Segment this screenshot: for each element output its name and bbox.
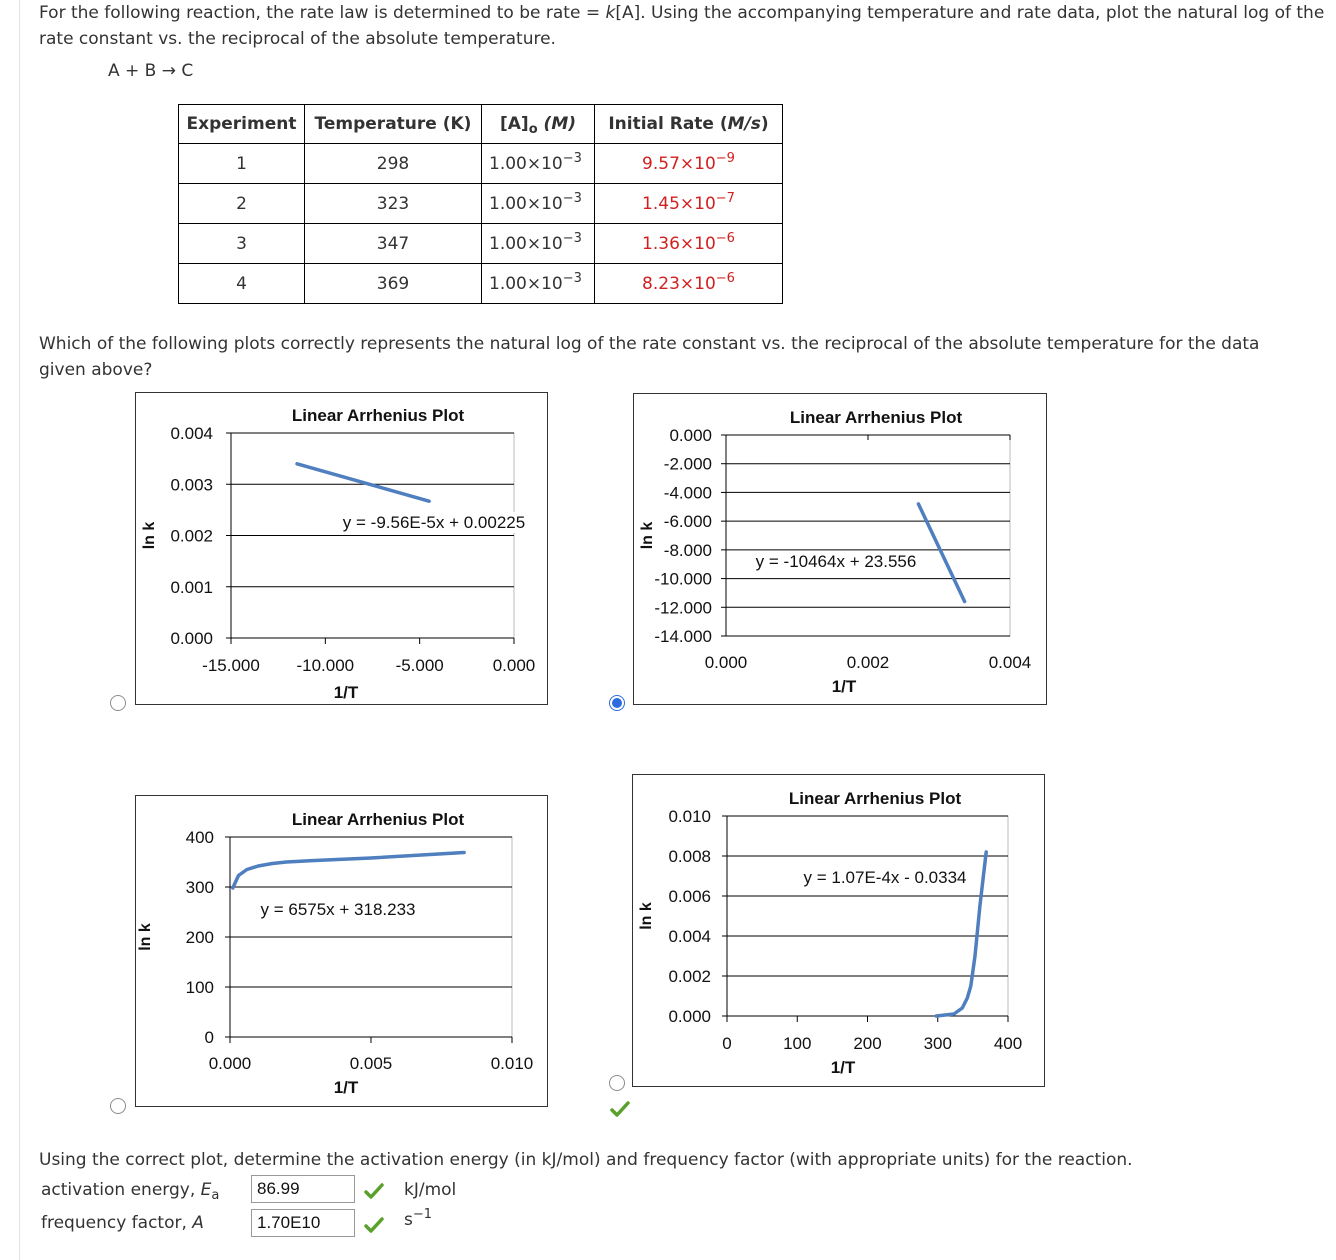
x-tick-label: 200 xyxy=(853,1034,882,1053)
activation-energy-unit: kJ/mol xyxy=(404,1180,457,1200)
x-tick-label: -15.000 xyxy=(202,656,260,675)
x-tick-label: 400 xyxy=(993,1034,1023,1053)
x-tick-label: 0.000 xyxy=(492,656,536,675)
y-tick-label: 0.000 xyxy=(668,1007,711,1026)
option-radio-4[interactable] xyxy=(609,1075,625,1091)
series-line xyxy=(297,464,429,501)
y-tick-label: 0.008 xyxy=(668,847,711,866)
chart-title: Linear Arrhenius Plot xyxy=(291,406,465,425)
x-tick-label: 0 xyxy=(722,1034,732,1053)
y-tick-label: 0.002 xyxy=(170,526,213,546)
cell-experiment: 3 xyxy=(179,224,305,264)
x-tick-label: 300 xyxy=(923,1034,952,1053)
x-tick-label: 0.002 xyxy=(846,653,890,672)
y-tick-label: 0.001 xyxy=(170,577,213,597)
option-plot-4 xyxy=(632,774,1045,1087)
frequency-factor-check-icon xyxy=(364,1216,384,1234)
y-tick-label: 0.006 xyxy=(668,887,711,906)
cell-concentration: $1.00\times 10^{-3}$ xyxy=(482,224,595,264)
frequency-factor-label: frequency factor, A xyxy=(41,1213,204,1233)
plot-area xyxy=(726,435,1010,636)
option-plot-2 xyxy=(633,393,1047,705)
option-radio-2[interactable] xyxy=(609,695,625,711)
y-tick-label: 100 xyxy=(185,978,214,997)
option-radio-3[interactable] xyxy=(110,1098,126,1114)
x-tick-label: 0.010 xyxy=(490,1054,534,1073)
activation-energy-input[interactable]: 86.99 xyxy=(251,1175,355,1203)
frequency-factor-input[interactable]: 1.70E10 xyxy=(251,1209,355,1237)
option-plot-3 xyxy=(135,795,548,1107)
arrhenius-chart-svg xyxy=(633,775,1044,1086)
cell-initial-rate: $1.45\times 10^{-7}$ xyxy=(595,184,783,224)
y-tick-label: -10.000 xyxy=(654,569,712,589)
trendline-equation: y = 1.07E-4x - 0.0334 xyxy=(803,868,967,887)
y-tick-label: -6.000 xyxy=(663,512,712,532)
cell-concentration: $1.00\times 10^{-3}$ xyxy=(482,264,595,304)
table-row xyxy=(179,264,783,304)
y-tick-label: 400 xyxy=(185,828,214,847)
series-line xyxy=(918,504,964,602)
x-axis-label: 1/T xyxy=(831,677,857,696)
x-axis-label: 1/T xyxy=(830,1058,856,1077)
table-row xyxy=(179,224,783,264)
cell-initial-rate: $8.23\times 10^{-6}$ xyxy=(595,264,783,304)
y-tick-label: 0 xyxy=(204,1028,214,1047)
activation-energy-check-icon xyxy=(364,1182,384,1200)
x-tick-label: 0.004 xyxy=(988,653,1032,672)
x-axis-label: 1/T xyxy=(333,683,359,702)
cell-concentration: $1.00\times 10^{-3}$ xyxy=(482,144,595,184)
y-tick-label: 0.000 xyxy=(170,629,213,648)
arrhenius-chart-svg xyxy=(136,796,547,1106)
option-radio-1[interactable] xyxy=(110,695,126,711)
y-tick-label: -2.000 xyxy=(663,454,712,474)
rate-data-table xyxy=(178,104,783,304)
y-tick-label: 0.010 xyxy=(668,807,711,826)
correct-check-icon xyxy=(610,1100,630,1118)
x-tick-label: -10.000 xyxy=(296,656,355,675)
chart-title: Linear Arrhenius Plot xyxy=(291,810,465,829)
trendline-equation: y = -10464x + 23.556 xyxy=(755,552,917,571)
trendline-equation: y = 6575x + 318.233 xyxy=(260,900,416,919)
arrhenius-chart-svg xyxy=(634,394,1046,704)
cell-experiment: 1 xyxy=(179,144,305,184)
y-tick-label: 0.004 xyxy=(668,927,711,946)
header-initial-rate: Initial Rate (M/s) xyxy=(595,105,783,144)
left-border xyxy=(19,0,20,1260)
table-header-row xyxy=(179,105,783,144)
y-tick-label: 0.003 xyxy=(170,475,213,495)
reaction-equation: A + B → C xyxy=(108,61,194,81)
y-axis-label: ln k xyxy=(638,902,655,930)
intro-text: For the following reaction, the rate law is determined to be rate = k[A]. Using the accompanying temperature and rate data, plot the natural log of the rate constant vs. the reciprocal of the absolute temperature. xyxy=(39,3,1325,49)
table-row xyxy=(179,184,783,224)
x-tick-label: 100 xyxy=(783,1034,812,1053)
series-line xyxy=(233,853,464,889)
x-tick-label: 0.000 xyxy=(704,653,748,672)
x-axis-label: 1/T xyxy=(333,1078,359,1097)
frequency-factor-unit: $s^{-1}$ xyxy=(404,1207,433,1230)
cell-temperature: 298 xyxy=(305,144,482,184)
cell-experiment: 2 xyxy=(179,184,305,224)
trendline-equation: y = -9.56E-5x + 0.00225 xyxy=(342,513,526,532)
header-temperature: Temperature (K) xyxy=(305,105,482,144)
y-tick-label: 300 xyxy=(185,878,214,897)
y-axis-label: ln k xyxy=(137,923,154,951)
y-tick-label: 200 xyxy=(185,928,214,947)
y-tick-label: 0.000 xyxy=(669,426,712,445)
cell-experiment: 4 xyxy=(179,264,305,304)
chart-title: Linear Arrhenius Plot xyxy=(788,789,962,808)
header-experiment: Experiment xyxy=(179,105,305,144)
cell-initial-rate: $1.36\times 10^{-6}$ xyxy=(595,224,783,264)
plot-area xyxy=(727,816,1008,1016)
question-text: Which of the following plots correctly represents the natural log of the rate constant vs. the reciprocal of the absolute temperature for the data given above? xyxy=(39,334,1260,380)
x-tick-label: 0.005 xyxy=(349,1054,393,1073)
x-tick-label: 0.000 xyxy=(208,1054,252,1073)
y-tick-label: -8.000 xyxy=(663,540,712,560)
table-row xyxy=(179,144,783,184)
arrhenius-chart-svg xyxy=(136,393,547,704)
x-tick-label: -5.000 xyxy=(395,656,444,675)
y-tick-label: -4.000 xyxy=(663,483,712,503)
cell-temperature: 323 xyxy=(305,184,482,224)
y-axis-label: ln k xyxy=(639,521,656,550)
y-tick-label: -14.000 xyxy=(654,627,712,646)
cell-initial-rate: $9.57\times 10^{-9}$ xyxy=(595,144,783,184)
final-question-text: Using the correct plot, determine the activation energy (in kJ/mol) and frequency factor (with appropriate units) for the reaction. xyxy=(39,1150,1133,1170)
cell-concentration: $1.00\times 10^{-3}$ xyxy=(482,184,595,224)
y-tick-label: 0.002 xyxy=(668,967,711,986)
activation-energy-label: activation energy, $E_a$ xyxy=(41,1180,220,1203)
cell-temperature: 369 xyxy=(305,264,482,304)
header-concentration: $[A]_o$ (M) xyxy=(482,105,595,144)
y-axis-label: ln k xyxy=(141,521,158,550)
y-tick-label: -12.000 xyxy=(654,598,712,618)
cell-temperature: 347 xyxy=(305,224,482,264)
chart-title: Linear Arrhenius Plot xyxy=(789,408,963,427)
option-plot-1 xyxy=(135,392,548,705)
y-tick-label: 0.004 xyxy=(170,424,213,443)
